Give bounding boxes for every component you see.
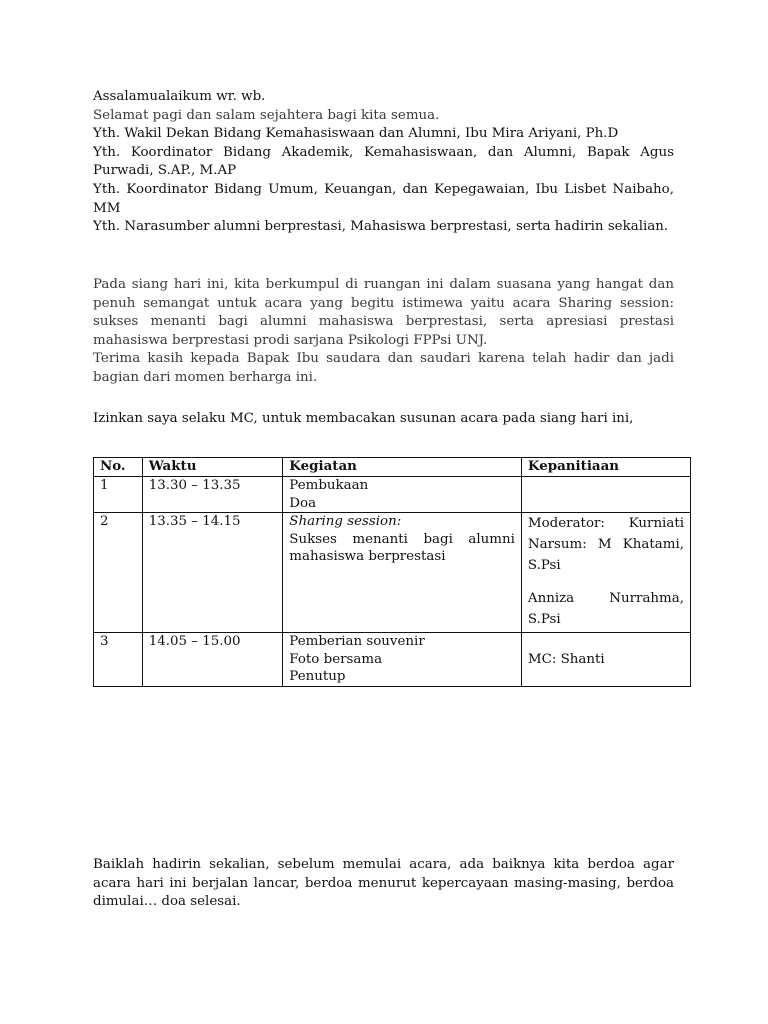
table-row (94, 633, 691, 687)
row-kegiatan (283, 633, 522, 687)
kepanitiaan-moderator: Moderator: Kurniati Narsum: M Khatami, S.Psi (527, 516, 684, 573)
kegiatan-desc: Sukses menanti bagi alumni mahasiswa berprestasi (289, 531, 515, 564)
address-line-umum: Yth. Koordinator Bidang Umum, Keuangan, dan Kepegawaian, Ibu Lisbet Naibaho, (93, 181, 674, 197)
row-no: 3 (94, 633, 143, 687)
schedule-table (93, 457, 691, 687)
row-kegiatan (283, 477, 522, 513)
kegiatan-item: Pemberian souvenir (289, 634, 425, 649)
address-line-narasumber: Yth. Narasumber alumni berprestasi, Mahasiswa berprestasi, serta hadirin sekalian. (93, 219, 669, 235)
permission-text (93, 410, 674, 429)
kegiatan-item: Pembukaan (289, 478, 369, 493)
address-line-umum-cont: MM (93, 200, 121, 216)
row-waktu: 14.05 – 15.00 (142, 633, 283, 687)
thanks-text: Terima kasih kepada Bapak Ibu saudara dan saudari karena telah hadir dan jadi bagian dari momen berharga ini. (93, 351, 674, 385)
greeting-line: Selamat pagi dan salam sejahtera bagi kita semua. (93, 107, 440, 123)
row-kegiatan (283, 513, 522, 633)
salutation: Assalamualaikum wr. wb. (93, 89, 266, 104)
kepanitiaan-mc: MC: Shanti (527, 651, 605, 667)
address-line-akademik-cont: Purwadi, S.AP., M.AP (93, 163, 237, 179)
row-kepanitiaan (521, 513, 690, 633)
intro-text: Pada siang hari ini, kita berkumpul di ruangan ini dalam suasana yang hangat dan penuh semangat untuk acara yang begitu istimewa yaitu acara Sharing session: sukses menanti bagi alumni mahasiswa berprestasi, serta apresiasi prestasi mahasiswa berprestasi prodi sarjana Psikologi FPPsi UNJ. (93, 277, 674, 348)
row-waktu: 13.35 – 14.15 (142, 513, 283, 633)
kegiatan-item: Foto bersama (289, 651, 383, 667)
address-line-wakil-dekan: Yth. Wakil Dekan Bidang Kemahasiswaan dan Alumni, Ibu Mira Ariyani, Ph.D (93, 126, 619, 142)
table-row (94, 477, 691, 513)
closing-paragraph (93, 856, 674, 912)
table-header-row (94, 458, 691, 477)
row-waktu: 13.30 – 13.35 (142, 477, 283, 513)
kegiatan-item: Penutup (289, 669, 346, 684)
greeting-block (93, 88, 674, 237)
kepanitiaan-narsum: Anniza Nurrahma, S.Psi (527, 591, 684, 627)
kegiatan-title: Sharing session: (289, 514, 402, 529)
row-no: 1 (94, 477, 143, 513)
closing-text: Baiklah hadirin sekalian, sebelum memulai acara, ada baiknya kita berdoa agar acara hari ini berjalan lancar, berdoa menurut kepercayaan masing-masing, berdoa dimulai… doa selesai. (93, 857, 674, 910)
address-line-akademik: Yth. Koordinator Bidang Akademik, Kemahasiswaan, dan Alumni, Bapak Agus (93, 144, 674, 160)
header-kegiatan: Kegiatan (283, 458, 522, 477)
intro-paragraph (93, 276, 674, 388)
header-kepanitiaan: Kepanitiaan (521, 458, 690, 477)
row-kepanitiaan (521, 633, 690, 687)
kegiatan-item: Doa (289, 495, 317, 511)
row-no: 2 (94, 513, 143, 633)
permission-line: Izinkan saya selaku MC, untuk membacakan susunan acara pada siang hari ini, (93, 411, 634, 426)
header-waktu: Waktu (142, 458, 283, 477)
row-kepanitiaan (521, 477, 690, 513)
table-row (94, 513, 691, 633)
header-no: No. (94, 458, 143, 477)
